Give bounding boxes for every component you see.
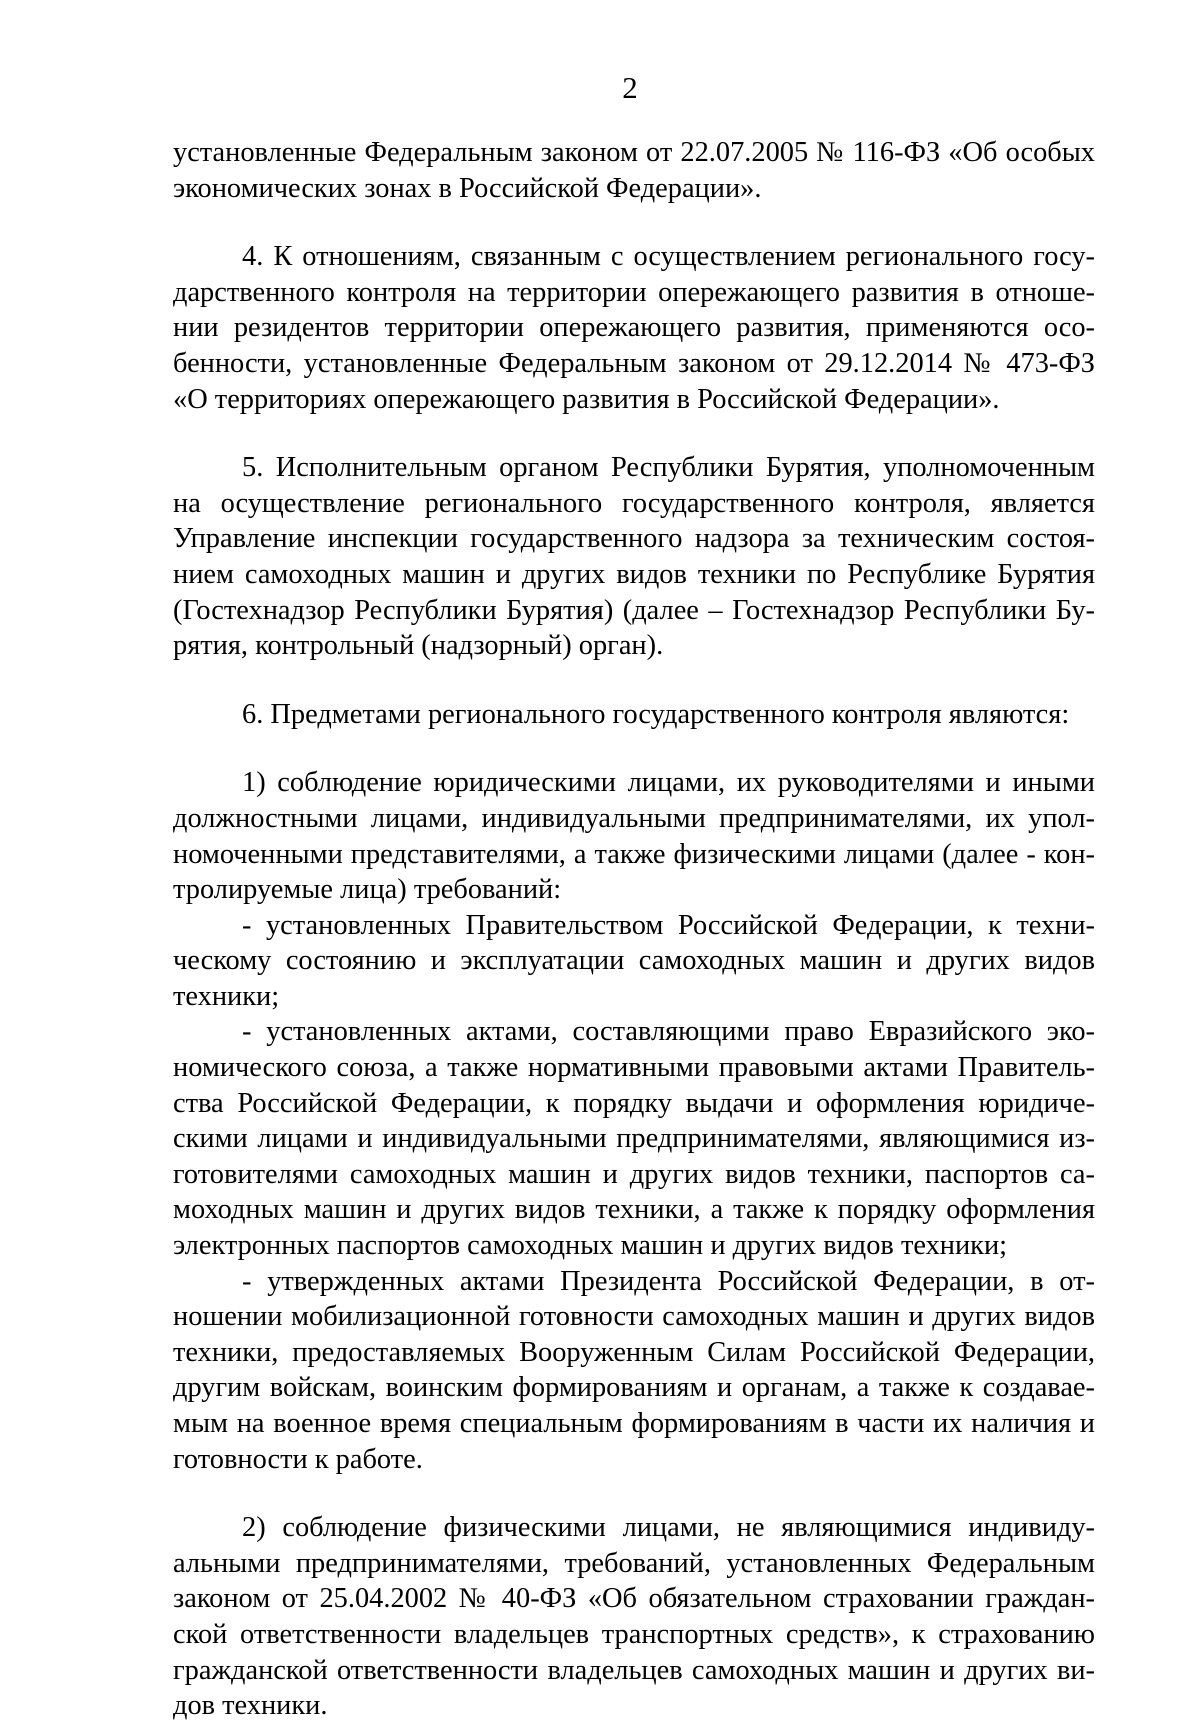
paragraph-6 [173, 697, 1095, 733]
text-line: 2) соблюдение физическими лицами, не являющимися индивиду- [242, 1512, 1095, 1544]
text-line: 6. Предметами регионального государственного контроля являются: [242, 698, 1070, 730]
text-line: ческому состоянию и эксплуатации самоходных машин и других видов [173, 945, 1095, 977]
paragraph-6-item-1-bullet-c [173, 1264, 1095, 1478]
text-line: мым на военное время специальным формированиям в части их наличия и [173, 1408, 1095, 1439]
text-line: нии резидентов территории опережающего развития, применяются осо- [173, 312, 1095, 344]
text-line: электронных паспортов самоходных машин и других видов техники; [173, 1230, 1008, 1262]
text-line: номоченными представителями, а также физическими лицами (далее - кон- [173, 838, 1095, 870]
text-line: дарственного контроля на территории опережающего развития в отноше- [173, 276, 1095, 308]
text-line: 5. Исполнительным органом Республики Бурятия, уполномоченным [242, 452, 1095, 484]
paragraph-4 [173, 239, 1095, 417]
text-line: 1) соблюдение юридическими лицами, их руководителями и иными [242, 767, 1095, 799]
text-line: (Гостехнадзор Республики Бурятия) (далее – Гостехнадзор Республики Бу- [173, 594, 1095, 626]
text-line: Управление инспекции государственного надзора за техническим состоя- [173, 523, 1095, 555]
text-line: скими лицами и индивидуальными предпринимателями, являющимися из- [173, 1123, 1095, 1155]
text-line: нием самоходных машин и других видов техники по Республике Бурятия [173, 558, 1095, 590]
paragraph-6-item-1-bullet-a [173, 908, 1095, 1015]
text-line: альными предпринимателями, требований, установленных Федеральным [173, 1547, 1095, 1579]
paragraph-6-item-1-bullet-b [173, 1014, 1095, 1263]
text-line: 4. К отношениям, связанным с осуществлением регионального госу- [242, 241, 1095, 273]
text-line: дов техники. [173, 1690, 328, 1722]
text-line: «О территориях опережающего развития в Российской Федерации». [173, 383, 1000, 415]
document-body [173, 135, 1095, 1724]
text-line: на осуществление регионального государственного контроля, является [173, 487, 1095, 519]
page-number: 2 [622, 70, 638, 105]
text-line: рятия, контрольный (надзорный) орган). [173, 630, 664, 662]
text-line: номического союза, а также нормативными правовыми актами Правитель- [173, 1052, 1095, 1084]
text-line: ской ответственности владельцев транспортных средств», к страхованию [173, 1618, 1095, 1650]
text-line: гражданской ответственности владельцев самоходных машин и других ви- [173, 1654, 1095, 1686]
text-line: ства Российской Федерации, к порядку выдачи и оформления юридиче- [173, 1087, 1095, 1119]
text-line: экономических зонах в Российской Федерации». [173, 172, 762, 204]
text-line: готовности к работе. [173, 1443, 423, 1475]
paragraph-6-item-2 [173, 1510, 1095, 1724]
paragraph-5 [173, 450, 1095, 664]
text-line: тролируемые лица) требований: [173, 874, 562, 906]
text-line: готовителями самоходных машин и других видов техники, паспортов са- [173, 1158, 1095, 1190]
text-line: техники; [173, 980, 280, 1012]
text-line: законом от 25.04.2002 № 40-ФЗ «Об обязательном страховании граждан- [173, 1583, 1095, 1615]
text-line: ношении мобилизационной готовности самоходных машин и других видов [173, 1301, 1095, 1333]
text-line: установленные Федеральным законом от 22.07.2005 № 116-ФЗ «Об особых [173, 137, 1095, 168]
paragraph-continuation [173, 135, 1095, 206]
text-line: другим войскам, воинским формированиям и органам, а также к создавае- [173, 1372, 1095, 1404]
text-line: - установленных Правительством Российской Федерации, к техни- [242, 909, 1095, 941]
text-line: - установленных актами, составляющими право Евразийского эко- [242, 1016, 1095, 1048]
text-line: - утвержденных актами Президента Российской Федерации, в от- [242, 1265, 1095, 1297]
text-line: должностными лицами, индивидуальными предпринимателями, их упол- [173, 802, 1095, 834]
paragraph-6-item-1 [173, 765, 1095, 907]
text-line: техники, предоставляемых Вооруженным Силам Российской Федерации, [173, 1336, 1095, 1368]
text-line: бенности, установленные Федеральным законом от 29.12.2014 № 473-ФЗ [173, 347, 1095, 379]
text-line: моходных машин и других видов техники, а также к порядку оформления [173, 1194, 1095, 1226]
